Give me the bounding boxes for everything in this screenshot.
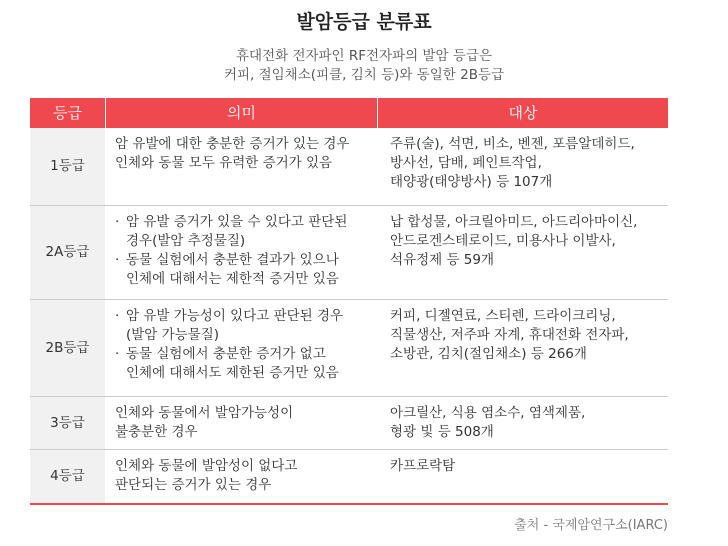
meaning-line: 인체와 동물에서 발암가능성이 <box>115 405 294 421</box>
meaning-line: 암 유발 증거가 있을 수 있다고 판단된 <box>126 214 348 230</box>
header-target: 대상 <box>378 98 668 128</box>
grade-label: 2A등급 <box>45 244 90 260</box>
target-line: 직물생산, 저주파 자계, 휴대전화 전자파, <box>390 327 629 343</box>
table-row <box>30 128 668 206</box>
table-header-row <box>30 98 668 128</box>
meaning-cell <box>105 300 378 396</box>
target-line: 카프로락탐 <box>390 458 456 474</box>
classification-table <box>30 98 668 505</box>
target-line: 소방관, 김치(절임채소) 등 266개 <box>390 346 587 362</box>
bullet-item <box>115 345 378 383</box>
meaning-line: 동물 실험에서 충분한 결과가 있으나 <box>126 252 339 268</box>
bullet-item <box>115 213 378 251</box>
table-row <box>30 300 668 397</box>
target-line: 방사선, 담배, 페인트작업, <box>390 155 542 171</box>
table-row <box>30 450 668 505</box>
meaning-line: 인체와 동물 모두 유력한 증거가 있음 <box>115 155 333 171</box>
source-credit: 출처 - 국제암연구소(IARC) <box>514 518 668 533</box>
meaning-cell <box>105 450 378 503</box>
meaning-line: 불충분한 경우 <box>115 424 198 440</box>
meaning-line: 암 유발 가능성이 있다고 판단된 경우 <box>126 308 344 324</box>
meaning-line: 암 유발에 대한 충분한 증거가 있는 경우 <box>115 136 350 152</box>
target-line: 커피, 디젤연료, 스티렌, 드라이크리닝, <box>390 308 616 324</box>
bullet-item <box>115 251 378 289</box>
bullet-dot: · <box>115 214 120 230</box>
meaning-line: 인체에 대해서는 제한적 증거만 있음 <box>126 271 339 287</box>
target-cell <box>378 397 668 449</box>
target-cell <box>378 128 668 205</box>
table-row <box>30 206 668 300</box>
subtitle-line-2: 커피, 절임채소(피클, 김치 등)와 동일한 2B등급 <box>223 67 505 83</box>
header-grade: 등급 <box>30 98 105 128</box>
grade-label: 4등급 <box>50 468 85 484</box>
meaning-line: 인체와 동물에 발암성이 없다고 <box>115 458 298 474</box>
bullet-dot: · <box>115 252 120 268</box>
meaning-line: 동물 실험에서 충분한 증거가 없고 <box>126 346 326 362</box>
grade-cell <box>30 206 105 299</box>
meaning-cell <box>105 128 378 205</box>
grade-label: 2B등급 <box>45 339 90 356</box>
bullet-dot: · <box>115 346 120 362</box>
target-line: 납 합성물, 아크릴아미드, 아드리아마이신, <box>390 214 638 230</box>
target-cell <box>378 206 668 299</box>
grade-cell <box>30 450 105 503</box>
bullet-item <box>115 307 378 345</box>
grade-label: 1등급 <box>50 158 85 174</box>
bullet-dot: · <box>115 308 120 324</box>
target-line: 석유정제 등 59개 <box>390 252 495 268</box>
meaning-line: 인체에 대해서도 제한된 증거만 있음 <box>126 365 339 381</box>
subtitle <box>0 47 728 85</box>
page-title: 발암등급 분류표 <box>296 11 432 33</box>
meaning-cell <box>105 397 378 449</box>
meaning-cell <box>105 206 378 299</box>
target-line: 주류(술), 석면, 비소, 벤젠, 포름알데히드, <box>390 136 635 152</box>
target-cell <box>378 450 668 503</box>
meaning-line: (발암 가능물질) <box>126 327 220 343</box>
grade-label: 3등급 <box>50 414 85 431</box>
grade-cell <box>30 128 105 205</box>
meaning-line: 경우(발암 추정물질) <box>126 233 246 249</box>
header-meaning: 의미 <box>105 98 378 128</box>
meaning-line: 판단되는 증거가 있는 경우 <box>115 477 272 493</box>
target-line: 태양광(태양방사) 등 107개 <box>390 174 553 190</box>
grade-cell <box>30 397 105 449</box>
target-line: 형광 빛 등 508개 <box>390 424 494 440</box>
target-line: 아크릴산, 식용 염소수, 염색제품, <box>390 405 586 421</box>
grade-cell <box>30 300 105 396</box>
target-line: 안드로겐스테로이드, 미용사나 이발사, <box>390 233 616 249</box>
table-row <box>30 397 668 450</box>
subtitle-line-1: 휴대전화 전자파인 RF전자파의 발암 등급은 <box>235 48 492 64</box>
target-cell <box>378 300 668 396</box>
